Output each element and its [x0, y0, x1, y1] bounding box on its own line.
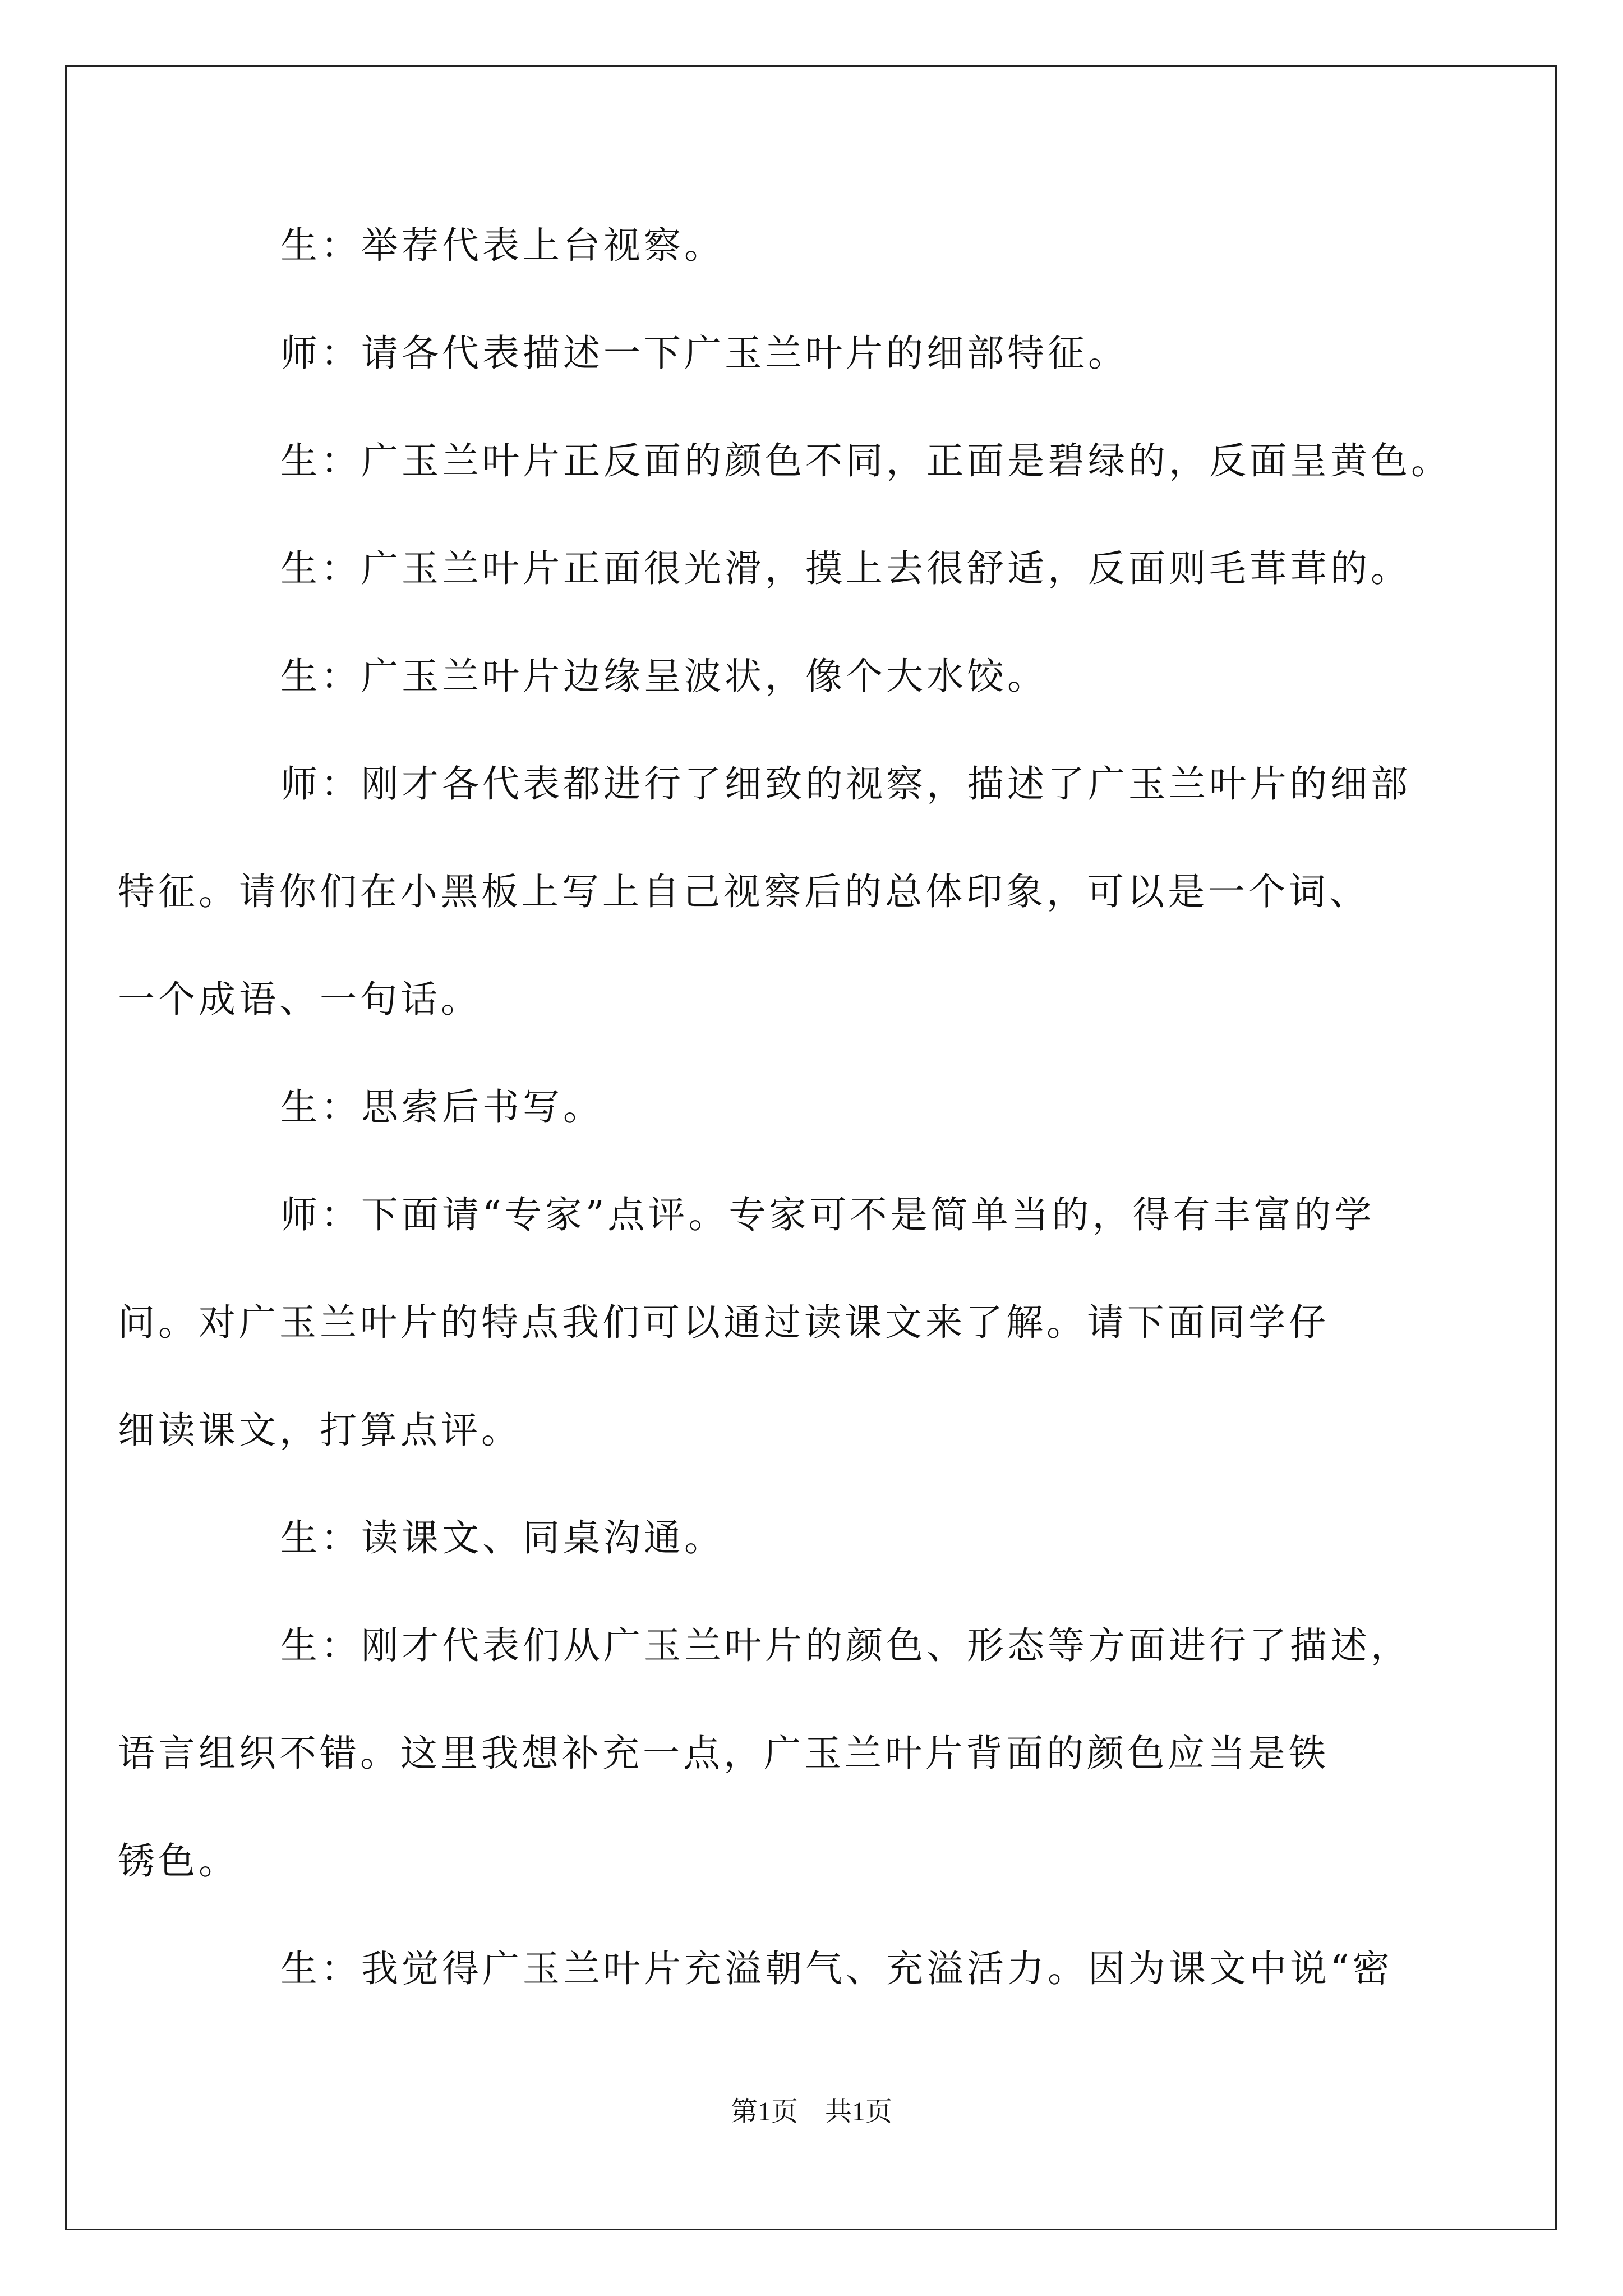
text-line: 生：广玉兰叶片正反面的颜色不同，正面是碧绿的，反面呈黄色。	[280, 439, 1451, 482]
page-total: 共1页	[825, 2097, 893, 2127]
document-body	[118, 219, 1451, 2050]
paragraph	[118, 757, 1433, 1027]
text-line: 师：刚才各代表都进行了细致的视察，描述了广玉兰叶片的细部	[280, 762, 1411, 806]
paragraph	[199, 434, 1451, 488]
page-footer	[0, 2095, 1623, 2129]
paragraph	[199, 650, 1433, 703]
paragraph	[199, 326, 1433, 380]
text-line: 师：下面请“专家”点评。专家可不是简单当的，得有丰富的学	[280, 1193, 1375, 1236]
text-line: 生：读课文、同桌沟通。	[280, 1516, 725, 1559]
paragraph	[199, 1511, 1433, 1565]
text-line: 生：广玉兰叶片正面很光滑，摸上去很舒适，反面则毛茸茸的。	[280, 547, 1411, 590]
paragraph	[199, 1942, 1433, 1996]
paragraph	[199, 1080, 1433, 1134]
text-line: 生：我觉得广玉兰叶片充溢朝气、充溢活力。因为课文中说“密	[280, 1947, 1393, 1990]
text-line: 生：广玉兰叶片边缘呈波状，像个大水饺。	[280, 655, 1048, 698]
text-line: 细读课文，打算点评。	[118, 1409, 522, 1452]
text-line: 生：举荐代表上台视察。	[280, 224, 725, 267]
text-line: 生：思索后书写。	[280, 1085, 603, 1129]
paragraph	[199, 219, 1433, 273]
text-line: 语言组织不错。这里我想补充一点，广玉兰叶片背面的颜色应当是铁	[118, 1732, 1329, 1775]
paragraph	[118, 1619, 1433, 1888]
paragraph	[118, 1188, 1433, 1457]
text-line: 生：刚才代表们从广玉兰叶片的颜色、形态等方面进行了描述，	[280, 1624, 1411, 1667]
text-line: 问。对广玉兰叶片的特点我们可以通过读课文来了解。请下面同学仔	[118, 1301, 1329, 1344]
page-number: 第1页	[730, 2097, 798, 2127]
text-line: 特征。请你们在小黑板上写上自己视察后的总体印象，可以是一个词、	[118, 870, 1370, 913]
text-line: 一个成语、一句话。	[118, 978, 481, 1021]
text-line: 锈色。	[118, 1839, 239, 1883]
text-line: 师：请各代表描述一下广玉兰叶片的细部特征。	[280, 332, 1128, 375]
paragraph	[199, 542, 1433, 596]
